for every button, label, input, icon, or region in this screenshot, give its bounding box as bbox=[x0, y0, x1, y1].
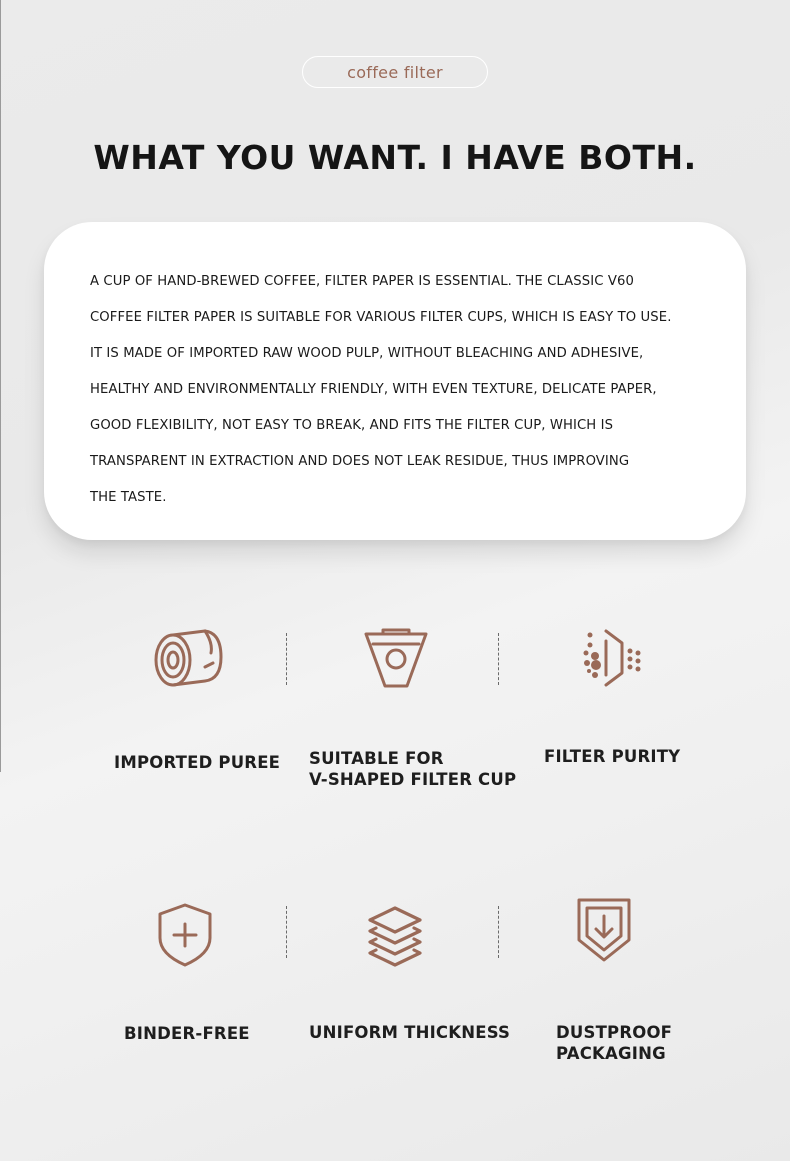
feature-label-line: FILTER PURITY bbox=[544, 747, 681, 766]
feature-label-line: IMPORTED PUREE bbox=[114, 753, 281, 772]
feature-divider bbox=[286, 906, 287, 958]
feature-label-dustproof-packaging bbox=[556, 1022, 672, 1064]
left-edge-rule bbox=[0, 0, 1, 772]
filter-purity-icon bbox=[576, 623, 646, 693]
feature-divider bbox=[286, 633, 287, 685]
description-line: GOOD FLEXIBILITY, NOT EASY TO BREAK, AND FITS THE FILTER CUP, WHICH IS bbox=[90, 418, 614, 433]
feature-divider bbox=[498, 906, 499, 958]
description-line: A CUP OF HAND-BREWED COFFEE, FILTER PAPER IS ESSENTIAL. THE CLASSIC V60 bbox=[90, 274, 634, 289]
feature-label-binder-free bbox=[124, 1023, 250, 1044]
feature-label-line: BINDER-FREE bbox=[124, 1024, 250, 1043]
description-line: HEALTHY AND ENVIRONMENTALLY FRIENDLY, WITH EVEN TEXTURE, DELICATE PAPER, bbox=[90, 382, 657, 397]
v-filter-cup-icon bbox=[361, 624, 431, 694]
page-headline: WHAT YOU WANT. I HAVE BOTH. bbox=[93, 138, 697, 177]
feature-label-line: V-SHAPED FILTER CUP bbox=[309, 770, 517, 789]
wood-log-icon bbox=[153, 623, 223, 693]
description-line: COFFEE FILTER PAPER IS SUITABLE FOR VARIOUS FILTER CUPS, WHICH IS EASY TO USE. bbox=[90, 310, 672, 325]
feature-label-imported-puree bbox=[114, 752, 280, 773]
description-line: TRANSPARENT IN EXTRACTION AND DOES NOT LEAK RESIDUE, THUS IMPROVING bbox=[90, 454, 630, 469]
feature-divider bbox=[498, 633, 499, 685]
feature-label-line: UNIFORM THICKNESS bbox=[309, 1023, 511, 1042]
stacked-layers-icon bbox=[360, 900, 430, 970]
feature-label-uniform-thickness bbox=[309, 1022, 510, 1043]
feature-label-v-shaped-cup bbox=[309, 748, 516, 790]
shield-plus-icon bbox=[150, 900, 220, 970]
feature-label-filter-purity bbox=[544, 746, 680, 767]
category-tag bbox=[302, 56, 488, 88]
category-tag-label: coffee filter bbox=[347, 62, 443, 82]
description-line: THE TASTE. bbox=[90, 490, 167, 505]
feature-label-line: PACKAGING bbox=[556, 1044, 666, 1063]
description-text bbox=[90, 264, 720, 516]
description-line: IT IS MADE OF IMPORTED RAW WOOD PULP, WITHOUT BLEACHING AND ADHESIVE, bbox=[90, 346, 644, 361]
download-shield-icon bbox=[569, 894, 639, 964]
feature-label-line: DUSTPROOF bbox=[556, 1023, 673, 1042]
description-card bbox=[44, 222, 746, 540]
feature-label-line: SUITABLE FOR bbox=[309, 749, 444, 768]
